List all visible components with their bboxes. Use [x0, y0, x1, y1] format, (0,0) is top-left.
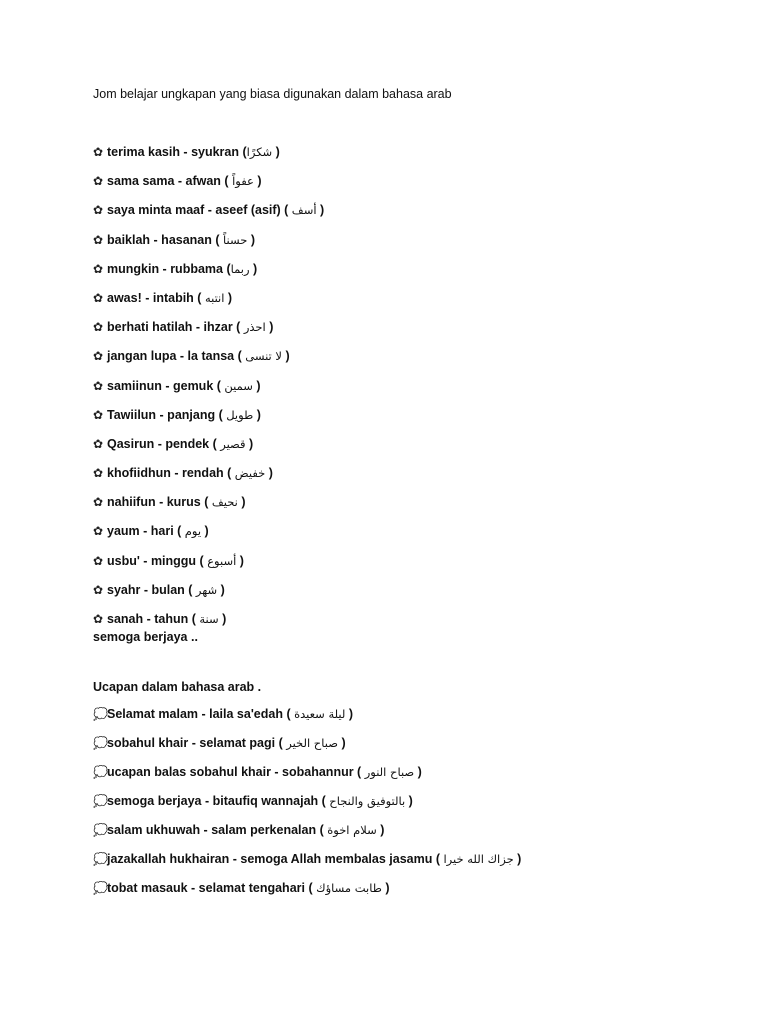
item-arabic: طابت مساؤك — [316, 881, 382, 896]
item-close: ) — [201, 524, 209, 539]
thought-bubble-icon: 💭 — [93, 881, 108, 896]
list-item — [93, 880, 713, 896]
item-close: ) — [272, 145, 280, 159]
item-arabic: انتبه — [204, 290, 225, 305]
list-item — [93, 173, 713, 189]
list-item — [93, 793, 713, 809]
list-item — [93, 202, 713, 218]
item-arabic: احذر — [243, 320, 266, 335]
flower-icon: ✿ — [93, 466, 104, 481]
item-arabic: يوم — [184, 524, 202, 539]
item-text: terima kasih - syukran ( — [107, 145, 247, 159]
item-arabic: شهر — [195, 582, 218, 597]
item-text: Qasirun - pendek ( — [107, 436, 221, 451]
item-close: ) — [218, 612, 227, 626]
item-text: nahiifun - kurus ( — [107, 495, 212, 510]
item-text: Tawiilun - panjang ( — [107, 407, 227, 422]
item-close: ) — [345, 707, 354, 722]
flower-icon: ✿ — [93, 261, 104, 276]
flower-icon: ✿ — [93, 524, 104, 539]
item-close: ) — [414, 765, 422, 780]
item-text: salam ukhuwah - salam perkenalan ( — [107, 823, 328, 838]
item-close: ) — [265, 466, 273, 481]
item-close: ) — [236, 553, 244, 568]
list-item — [93, 319, 713, 335]
item-close: ) — [224, 290, 233, 305]
item-text: khofiidhun - rendah ( — [107, 466, 235, 481]
list-item — [93, 144, 713, 160]
item-text: baiklah - hasanan ( — [107, 232, 224, 247]
list-item — [93, 764, 713, 780]
section1-title: Jom belajar ungkapan yang biasa digunakan dalam bahasa arab — [93, 87, 452, 101]
item-arabic: جزاك الله خيرا — [443, 852, 514, 867]
item-text: sanah - tahun ( — [107, 612, 200, 626]
section2-title: Ucapan dalam bahasa arab . — [93, 680, 262, 695]
flower-icon: ✿ — [93, 436, 104, 451]
item-close: ) — [376, 823, 385, 838]
item-close: ) — [513, 852, 522, 867]
item-text: sobahul khair - selamat pagi ( — [107, 736, 287, 751]
item-close: ) — [252, 378, 261, 393]
item-text: sama sama - afwan ( — [107, 174, 233, 189]
vocabulary-list — [93, 144, 713, 627]
list-item — [93, 494, 713, 510]
item-arabic: شكرًا — [246, 145, 273, 159]
flower-icon: ✿ — [93, 407, 104, 422]
thought-bubble-icon: 💭 — [93, 794, 108, 809]
item-text: saya minta maaf - aseef (asif) ( — [107, 203, 292, 218]
thought-bubble-icon: 💭 — [93, 823, 108, 838]
item-text: mungkin - rubbama ( — [107, 261, 231, 276]
item-close: ) — [281, 349, 290, 364]
flower-icon: ✿ — [93, 232, 104, 247]
item-close: ) — [253, 174, 262, 189]
item-text: jazakallah hukhairan - semoga Allah membalas jasamu ( — [107, 852, 444, 867]
item-text: awas! - intabih ( — [107, 290, 205, 305]
closing-text: semoga berjaya .. — [93, 630, 198, 645]
item-arabic: سلام اخوة — [327, 823, 377, 838]
list-item — [93, 261, 713, 277]
item-arabic: خفيض — [234, 466, 266, 481]
item-close: ) — [265, 320, 274, 335]
list-item — [93, 706, 713, 722]
item-arabic: قصير — [220, 436, 246, 451]
item-arabic: حسناً — [223, 232, 248, 247]
item-text: semoga berjaya - bitaufiq wannajah ( — [107, 794, 330, 809]
flower-icon: ✿ — [93, 145, 104, 159]
item-text: berhati hatilah - ihzar ( — [107, 320, 244, 335]
item-text: tobat masauk - selamat tengahari ( — [107, 881, 317, 896]
spacer — [93, 645, 713, 679]
flower-icon: ✿ — [93, 553, 104, 568]
item-close: ) — [249, 261, 258, 276]
item-arabic: سمين — [224, 378, 253, 393]
item-close: ) — [247, 232, 255, 247]
item-arabic: عفواً — [232, 174, 254, 189]
item-arabic: صباح الخير — [286, 736, 338, 751]
list-item — [93, 407, 713, 423]
list-item — [93, 436, 713, 452]
list-item — [93, 582, 713, 598]
item-arabic: ليلة سعيدة — [294, 707, 346, 722]
item-text: ucapan balas sobahul khair - sobahannur ( — [107, 765, 365, 780]
flower-icon: ✿ — [93, 174, 104, 189]
flower-icon: ✿ — [93, 612, 104, 626]
list-item — [93, 232, 713, 248]
thought-bubble-icon: 💭 — [93, 852, 108, 867]
item-close: ) — [217, 582, 225, 597]
flower-icon: ✿ — [93, 582, 104, 597]
list-item — [93, 735, 713, 751]
document-page — [93, 86, 713, 909]
item-arabic: صباح النور — [364, 765, 415, 780]
item-arabic: أسف — [291, 203, 317, 218]
flower-icon: ✿ — [93, 495, 104, 510]
item-text: syahr - bulan ( — [107, 582, 196, 597]
item-arabic: بالتوفيق والنجاح — [329, 794, 406, 809]
greetings-list — [93, 706, 713, 896]
list-item — [93, 348, 713, 364]
item-text: jangan lupa - la tansa ( — [107, 349, 246, 364]
item-arabic: نحيف — [211, 495, 238, 510]
list-item — [93, 822, 713, 838]
flower-icon: ✿ — [93, 320, 104, 335]
item-text: samiinun - gemuk ( — [107, 378, 225, 393]
list-item — [93, 611, 713, 627]
item-arabic: أسبوع — [207, 553, 237, 568]
item-close: ) — [253, 407, 261, 422]
item-close: ) — [381, 881, 390, 896]
item-close: ) — [337, 736, 346, 751]
list-item — [93, 523, 713, 539]
list-item — [93, 851, 713, 867]
item-arabic: لا تنسى — [245, 349, 282, 364]
spacer — [93, 102, 713, 144]
list-item — [93, 553, 713, 569]
flower-icon: ✿ — [93, 349, 104, 364]
thought-bubble-icon: 💭 — [93, 707, 108, 722]
flower-icon: ✿ — [93, 378, 104, 393]
item-arabic: ربما — [230, 261, 250, 276]
item-close: ) — [316, 203, 325, 218]
item-arabic: طويل — [226, 407, 254, 422]
list-item — [93, 378, 713, 394]
thought-bubble-icon: 💭 — [93, 765, 108, 780]
flower-icon: ✿ — [93, 290, 104, 305]
item-arabic: سنة — [199, 612, 219, 626]
item-close: ) — [237, 495, 246, 510]
list-item — [93, 290, 713, 306]
item-close: ) — [245, 436, 254, 451]
item-close: ) — [405, 794, 413, 809]
item-text: yaum - hari ( — [107, 524, 185, 539]
flower-icon: ✿ — [93, 203, 104, 218]
list-item — [93, 465, 713, 481]
thought-bubble-icon: 💭 — [93, 736, 108, 751]
item-text: Selamat malam - laila sa'edah ( — [107, 707, 295, 722]
item-text: usbu' - minggu ( — [107, 553, 208, 568]
